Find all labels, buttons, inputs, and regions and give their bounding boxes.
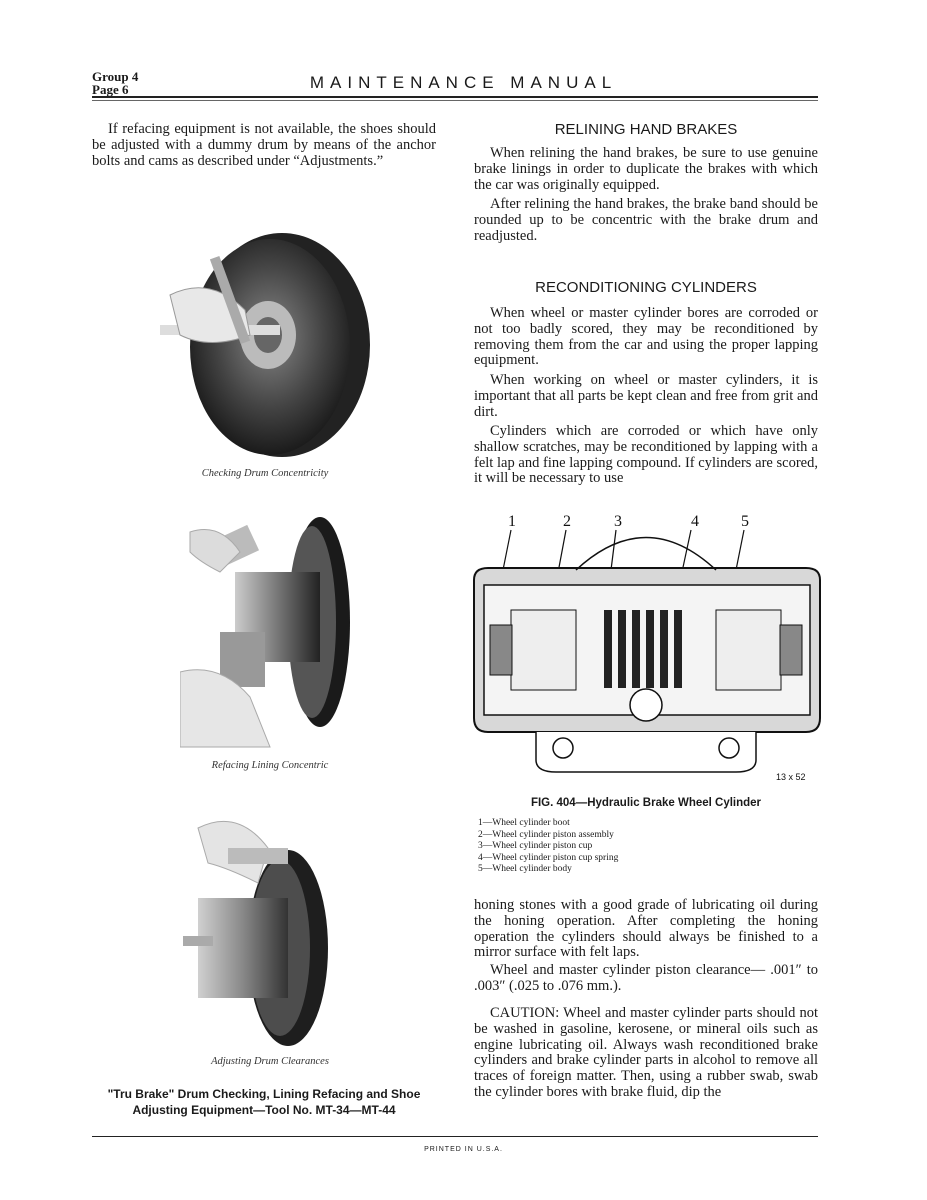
caution-paragraph: CAUTION: Wheel and master cylinder parts should not be washed in gasoline, kerosene, or mineral oils such as engine lubricating oil. Always wash reconditioned brake cylinders and brake cylinder parts in alcohol to remove all traces of foreign matter. Then, using a rubber swab, swab the cylinder bores with brake fluid, dip the [474, 1005, 818, 1100]
photo1-caption: Checking Drum Concentricity [201, 468, 329, 479]
legend-item: 2—Wheel cylinder piston assembly [478, 829, 614, 840]
header-rule-thin [92, 100, 818, 101]
photo3-caption: Adjusting Drum Clearances [211, 1056, 329, 1067]
callout-2: 2 [563, 513, 571, 530]
equipment-caption [92, 1086, 436, 1118]
callout-1: 1 [508, 513, 516, 530]
photo-adjusting-clearances [168, 808, 368, 1048]
section-heading-reconditioning: RECONDITIONING CYLINDERS [535, 279, 757, 296]
footer-rule [92, 1136, 818, 1137]
group-label: Group 4 [92, 69, 139, 84]
relining-paragraph-2: After relining the hand brakes, the brake band should be rounded up to be concentric with the brake drum and readjusted. [474, 196, 818, 244]
callout-4: 4 [691, 513, 699, 530]
figure-legend [478, 818, 778, 876]
reconditioning-paragraph-1: When wheel or master cylinder bores are corroded or not too badly scored, they may be reconditioned by removing them from the car and using the proper lapping equipment. [474, 305, 818, 369]
equipment-caption-line1: "Tru Brake" Drum Checking, Lining Refacing and Shoe [107, 1087, 421, 1101]
callout-5: 5 [741, 513, 749, 530]
printed-in-usa: PRINTED IN U.S.A. [424, 1146, 503, 1153]
figure-404-diagram [466, 510, 826, 790]
legend-item: 5—Wheel cylinder body [478, 864, 572, 874]
reconditioning-paragraph-2: When working on wheel or master cylinders, it is important that all parts be kept clean and free from grit and dirt. [474, 372, 818, 420]
section-heading-relining: RELINING HAND BRAKES [554, 121, 738, 138]
reconditioning-paragraph-3: Cylinders which are corroded or which have only shallow scratches, may be reconditioned by lapping with a felt lap and fine lapping compound. If cylinders are scored, it will be necessary to use [474, 423, 818, 487]
legend-item: 3—Wheel cylinder piston cup [478, 841, 593, 851]
clearance-paragraph: Wheel and master cylinder piston clearance— .001″ to .003″ (.025 to .076 mm.). [474, 962, 818, 994]
honing-paragraph: honing stones with a good grade of lubricating oil during the honing operation. After completing the honing operation the cylinders should always be finished to a mirror surface with felt laps. [474, 897, 818, 961]
equipment-caption-line2: Adjusting Equipment—Tool No. MT-34—MT-44 [132, 1103, 396, 1117]
page-label: Page 6 [92, 82, 129, 97]
manual-title: MAINTENANCE MANUAL [309, 73, 618, 92]
relining-paragraph-1: When relining the hand brakes, be sure to use genuine brake linings in order to duplicate the brakes with which the car was originally equipped. [474, 145, 818, 193]
photo2-caption: Refacing Lining Concentric [211, 760, 329, 771]
legend-item: 1—Wheel cylinder boot [478, 818, 570, 828]
legend-item: 4—Wheel cylinder piston cup spring [478, 852, 619, 863]
photo-checking-drum [150, 215, 380, 465]
figure-404-title: FIG. 404—Hydraulic Brake Wheel Cylinder [530, 797, 762, 809]
callout-3: 3 [614, 513, 622, 530]
header-rule [92, 96, 818, 98]
intro-paragraph: If refacing equipment is not available, the shoes should be adjusted with a dummy drum by means of the anchor bolts and cams as described under “Adjustments.” [92, 121, 436, 169]
figure-code: 13 x 52 [776, 772, 806, 782]
photo-refacing-lining [180, 512, 360, 752]
